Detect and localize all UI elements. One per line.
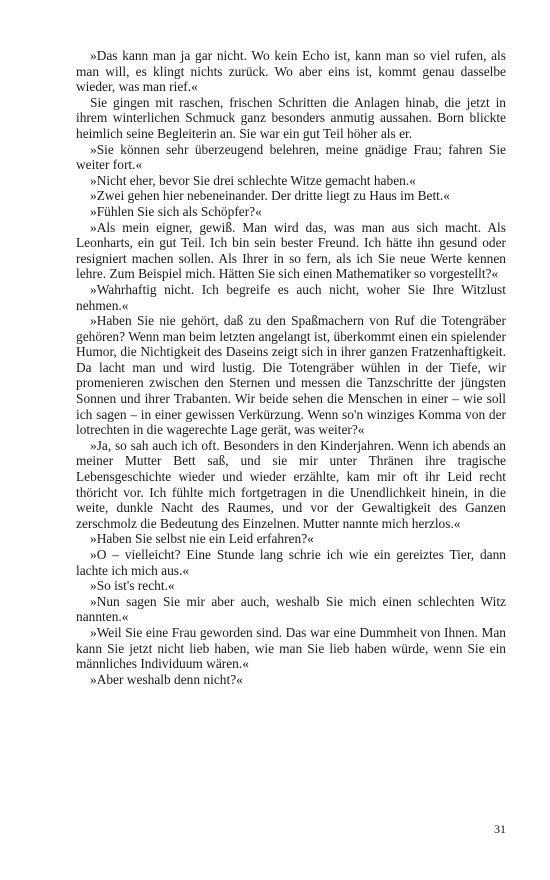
paragraph: »Fühlen Sie sich als Schöpfer?« <box>90 203 262 219</box>
body-text <box>76 48 506 687</box>
paragraph: »Als mein eigner, gewiß. Man wird das, was man aus sich macht. Als Leonharts, ein gut Teil. Ich bin sein bester Freund. Ich hätte ihn gesund oder resigniert machen sollen. Als Ihrer in so fern, als ich Sie neue Werte kennen lehre. Zum Beispiel mich. Hätten Sie sich einen Mathematiker so vorgestellt?« <box>76 219 506 282</box>
paragraph: »So ist's recht.« <box>90 578 175 594</box>
paragraph: »Zwei gehen hier nebeneinander. Der dritte liegt zu Haus im Bett.« <box>90 188 450 204</box>
paragraph: »Nicht eher, bevor Sie drei schlechte Witze gemacht haben.« <box>90 172 416 188</box>
paragraph: »Haben Sie selbst nie ein Leid erfahren?« <box>90 531 314 547</box>
paragraph: »Nun sagen Sie mir aber auch, weshalb Sie mich einen schlechten Witz nannten.« <box>76 593 506 625</box>
page-number: 31 <box>494 822 506 836</box>
paragraph: »Sie können sehr überzeugend belehren, meine gnädige Frau; fahren Sie weiter fort.« <box>76 141 506 173</box>
paragraph: Sie gingen mit raschen, frischen Schritten die Anlagen hinab, die jetzt in ihrem winterlichen Schmuck ganz besonders anmutig aussahen. Born blickte heimlich seine Begleiterin an. Sie war ein gut Teil höher als er. <box>76 94 506 141</box>
paragraph: »Weil Sie eine Frau geworden sind. Das war eine Dummheit von Ihnen. Man kann Sie jetzt nicht lieb haben, wie man Sie lieb haben würde, wenn Sie ein männliches Individuum wären.« <box>76 624 506 672</box>
paragraph: »O – vielleicht? Eine Stunde lang schrie ich wie ein gereiztes Tier, dann lachte ich mich aus.« <box>76 547 506 578</box>
paragraph: »Aber weshalb denn nicht?« <box>90 671 243 687</box>
paragraph: »Haben Sie nie gehört, daß zu den Spaßmachern von Ruf die Totengräber gehören? Wenn man beim letzten angelangt ist, überkommt einen ein spielender Humor, die Nichtigkeit des Daseins zeigt sich in ihrer ganzen Fratzenhaftigkeit. Da lacht man und wird lustig. Die Totengräber wühlen in der Tiefe, wir promenieren zwischen den Sternen und messen die Tanzschritte der jüngsten Sonnen und ihrer Trabanten. Wir beide sehen die Menschen in einer – wie soll ich sagen – in einer gewissen Verkürzung. Wenn so'n winziges Komma von der lotrechten in die wagerechte Lage gerät, was weiter?« <box>76 313 506 438</box>
paragraph: »Wahrhaftig nicht. Ich begreife es auch nicht, woher Sie Ihre Witzlust nehmen.« <box>76 281 506 313</box>
paragraph: »Ja, so sah auch ich oft. Besonders in den Kinderjahren. Wenn ich abends an meiner Mutter Bett saß, und sie mir unter Thränen ihre tragische Lebensgeschichte wieder und wieder erzählte, kam mir oft ihr Leid recht thöricht vor. Ich fühlte mich fortgetragen in die Unendlichkeit hinein, in die weite, dunkle Nacht des Raumes, und vor der Gewaltigkeit des Ganzen zerschmolz die Bedeutung des Einzelnen. Mutter nannte mich herzlos.« <box>76 437 506 531</box>
paragraph: »Das kann man ja gar nicht. Wo kein Echo ist, kann man so viel rufen, als man will, es klingt nichts zurück. Wo aber eins ist, kommt genau dasselbe wieder, was man rief.« <box>76 48 506 95</box>
